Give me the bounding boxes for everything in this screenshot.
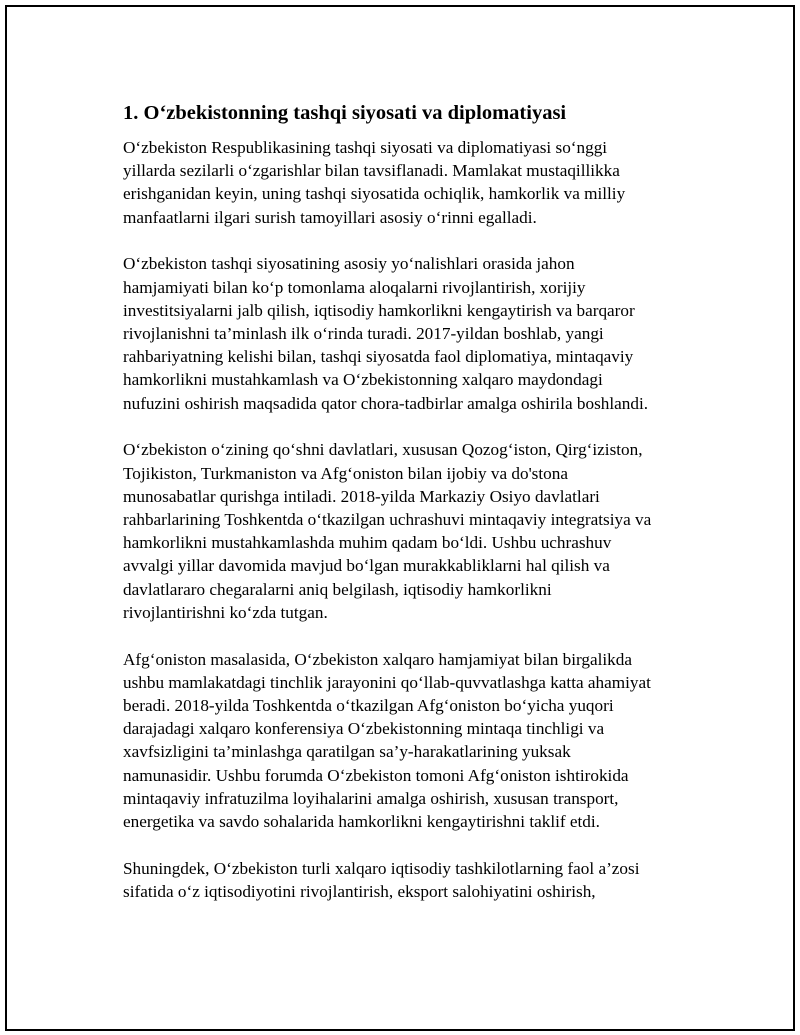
paragraph-4: [123, 648, 703, 834]
document-page: [5, 5, 795, 1031]
section-heading: 1. O‘zbekistonning tashqi siyosati va diplomatiyasi: [123, 102, 567, 124]
paragraph-3: [123, 438, 703, 624]
text-line: Afg‘oniston masalasida, O‘zbekiston xalqaro hamjamiyat bilan birgalikda: [123, 649, 632, 669]
paragraph-1: [123, 136, 703, 229]
text-line: beradi. 2018-yilda Toshkentda o‘tkazilgan Afg‘oniston bo‘yicha yuqori: [123, 696, 614, 716]
text-line: hamkorlikni mustahkamlash va O‘zbekistonning xalqaro maydondagi: [123, 370, 603, 390]
text-line: investitsiyalarni jalb qilish, iqtisodiy hamkorlikni kengaytirish va barqaror: [123, 300, 635, 320]
text-line: ushbu mamlakatdagi tinchlik jarayonini qo‘llab-quvvatlashga katta ahamiyat: [123, 672, 651, 692]
paragraph-2: [123, 252, 703, 414]
text-line: energetika va savdo sohalarida hamkorlikni kengaytirishni taklif etdi.: [123, 812, 600, 832]
text-line: sifatida o‘z iqtisodiyotini rivojlantirish, eksport salohiyatini oshirish,: [123, 882, 596, 902]
text-line: erishganidan keyin, uning tashqi siyosatida ochiqlik, hamkorlik va milliy: [123, 184, 626, 204]
text-line: rahbarlarining Toshkentda o‘tkazilgan uchrashuvi mintaqaviy integratsiya va: [123, 510, 652, 530]
text-line: Tojikiston, Turkmaniston va Afg‘oniston bilan ijobiy va do'stona: [123, 463, 568, 483]
text-line: xavfsizligini ta’minlashga qaratilgan sa’y-harakatlarining yuksak: [123, 742, 571, 762]
text-line: munosabatlar qurishga intiladi. 2018-yilda Markaziy Osiyo davlatlari: [123, 486, 600, 506]
text-line: O‘zbekiston tashqi siyosatining asosiy yo‘nalishlari orasida jahon: [123, 254, 575, 274]
text-line: O‘zbekiston Respublikasining tashqi siyosati va diplomatiyasi so‘nggi: [123, 138, 608, 157]
text-line: darajadagi xalqaro konferensiya O‘zbekistonning mintaqa tinchligi va: [123, 719, 605, 739]
text-line: Shuningdek, O‘zbekiston turli xalqaro iqtisodiy tashkilotlarning faol a’zosi: [123, 858, 640, 878]
text-line: avvalgi yillar davomida mavjud bo‘lgan murakkabliklarni hal qilish va: [123, 556, 610, 576]
text-line: rahbariyatning kelishi bilan, tashqi siyosatda faol diplomatiya, mintaqaviy: [123, 347, 634, 367]
text-line: rivojlanishni ta’minlash ilk o‘rinda turadi. 2017-yildan boshlab, yangi: [123, 324, 604, 344]
text-line: hamkorlikni mustahkamlashda muhim qadam bo‘ldi. Ushbu uchrashuv: [123, 533, 612, 553]
text-line: manfaatlarni ilgari surish tamoyillari asosiy o‘rinni egalladi.: [123, 207, 537, 227]
text-line: mintaqaviy infratuzilma loyihalarini amalga oshirish, xususan transport,: [123, 788, 619, 808]
text-line: rivojlantirishni ko‘zda tutgan.: [123, 602, 328, 622]
text-line: hamjamiyati bilan ko‘p tomonlama aloqalarni rivojlantirish, xorijiy: [123, 277, 586, 297]
text-line: yillarda sezilarli o‘zgarishlar bilan tavsiflanadi. Mamlakat mustaqillikka: [123, 161, 620, 181]
text-line: O‘zbekiston o‘zining qo‘shni davlatlari, xususan Qozog‘iston, Qirg‘iziston,: [123, 440, 643, 460]
text-line: nufuzini oshirish maqsadida qator chora-tadbirlar amalga oshirila boshlandi.: [123, 393, 649, 413]
document-body: [123, 99, 703, 927]
text-line: davlatlararo chegaralarni aniq belgilash, iqtisodiy hamkorlikni: [123, 579, 552, 599]
text-line: namunasidir. Ushbu forumda O‘zbekiston tomoni Afg‘oniston ishtirokida: [123, 765, 629, 785]
paragraph-5: [123, 857, 703, 903]
